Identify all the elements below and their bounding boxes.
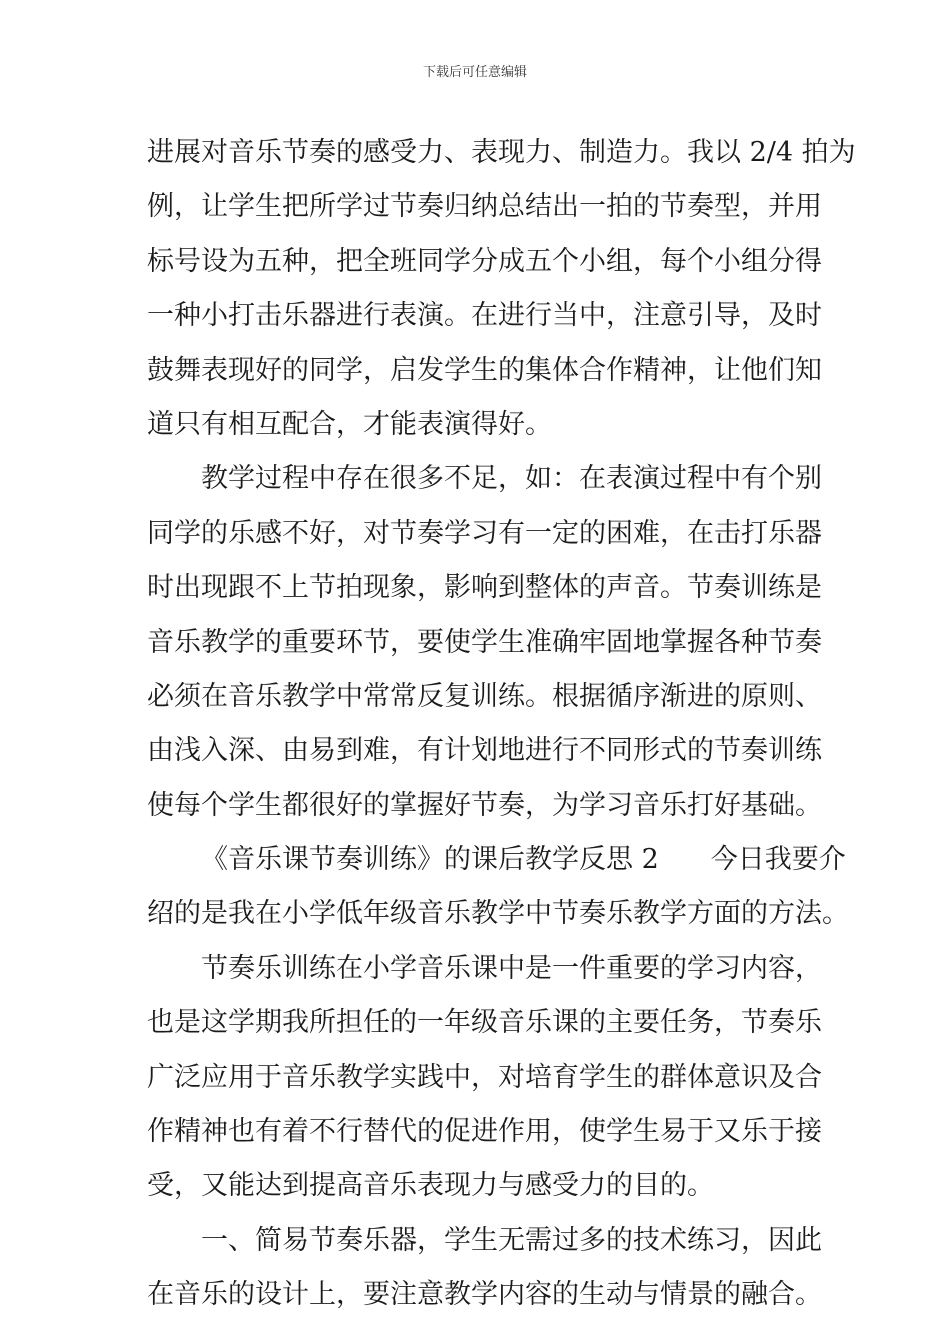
text-line: 使每个学生都很好的掌握好节奏，为学习音乐打好基础。: [147, 789, 822, 821]
text-line: 进展对音乐节奏的感受力、表现力、制造力。我以 2/4 拍为: [147, 137, 856, 168]
text-line: 一种小打击乐器进行表演。在进行当中，注意引导，及时: [147, 300, 822, 332]
text-line: 绍的是我在小学低年级音乐教学中节奏乐教学方面的方法。: [147, 898, 849, 930]
text-line: 标号设为五种，把全班同学分成五个小组，每个小组分得: [147, 245, 822, 277]
paragraph-3: [147, 833, 849, 942]
text-line: 例，让学生把所学过节奏归纳总结出一拍的节奏型，并用: [147, 191, 822, 223]
page-header-note: 下载后可任意编辑: [422, 65, 527, 80]
paragraph-5: [147, 1214, 822, 1323]
text-line: 必须在音乐教学中常常反复训练。根据循序渐进的原则、: [147, 680, 822, 712]
section-title-line: [147, 833, 846, 887]
text-line: 节奏乐训练在小学音乐课中是一件重要的学习内容，: [201, 952, 822, 984]
text-line: 由浅入深、由易到难，有计划地进行不同形式的节奏训练: [147, 735, 822, 767]
text-line: 受，又能达到提高音乐表现力与感受力的目的。: [147, 1170, 714, 1202]
text-line: 在音乐的设计上，要注意教学内容的生动与情景的融合。: [147, 1279, 822, 1311]
text-line: 也是这学期我所担任的一年级音乐课的主要任务，节奏乐: [147, 1007, 822, 1039]
text-line: 教学过程中存在很多不足，如：在表演过程中有个别: [201, 463, 822, 495]
text-line: 鼓舞表现好的同学，启发学生的集体合作精神，让他们知: [147, 354, 822, 386]
text-line: 同学的乐感不好，对节奏学习有一定的困难，在击打乐器: [147, 517, 822, 549]
text-line: 道只有相互配合，才能表演得好。: [147, 408, 552, 440]
text-line: 音乐教学的重要环节，要使学生准确牢固地掌握各种节奏: [147, 626, 822, 658]
section-title: 《音乐课节奏训练》的课后教学反思 2: [201, 844, 659, 876]
paragraph-2: [147, 452, 822, 833]
text-line: 时出现跟不上节拍现象，影响到整体的声音。节奏训练是: [147, 572, 822, 604]
paragraph-4: [147, 942, 822, 1214]
document-body: [147, 126, 856, 1323]
text-line: 作精神也有着不行替代的促进作用，使学生易于又乐于接: [147, 1116, 822, 1148]
text-line: 广泛应用于音乐教学实践中，对培育学生的群体意识及合: [147, 1061, 822, 1093]
title-continuation: 今日我要介: [710, 844, 846, 876]
text-line: 一、简易节奏乐器，学生无需过多的技术练习，因此: [201, 1224, 822, 1256]
paragraph-1: [147, 126, 856, 452]
